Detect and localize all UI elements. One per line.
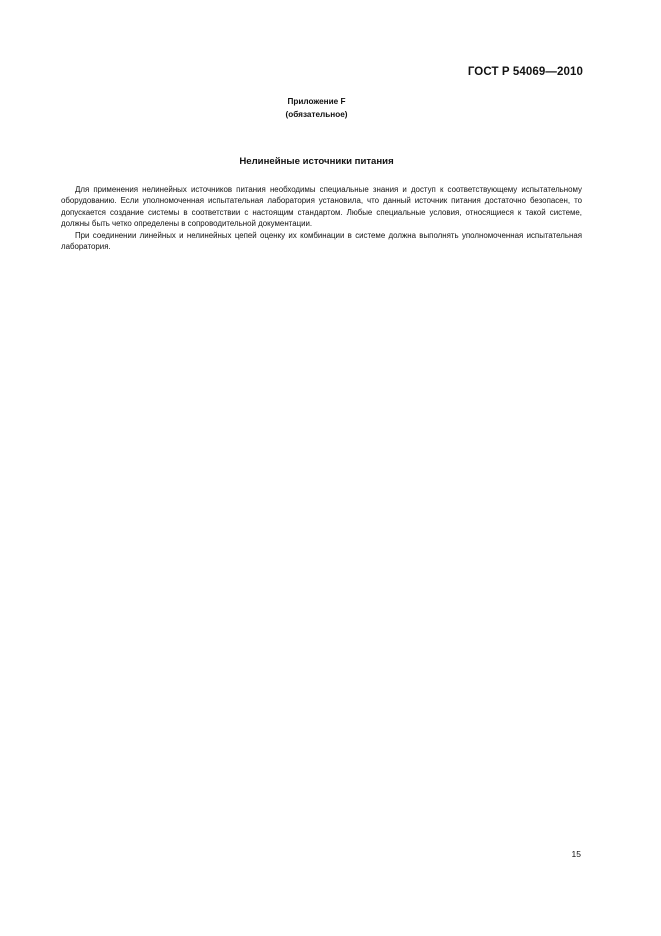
document-code: ГОСТ Р 54069—2010: [467, 66, 583, 78]
paragraph: Для применения нелинейных источников питания необходимы специальные знания и доступ к соответствующему испытательному оборудованию. Если уполномоченная испытательная лаборатория установила, что данный источник питания достаточно безопасен, то допускается создание системы в соответствии с настоящим стандартом. Любые специальные условия, относящиеся к такой системе, должны быть четко определены в сопроводительной документации.: [61, 185, 582, 229]
annex-status: (обязательное): [285, 110, 348, 119]
section-title: Нелинейные источники питания: [239, 156, 394, 167]
page-number: 15: [571, 849, 581, 859]
annex-heading: [0, 95, 633, 121]
paragraph: При соединении линейных и нелинейных цепей оценку их комбинации в системе должна выполнять уполномоченная испытательная лаборатория.: [61, 230, 582, 252]
annex-label: Приложение F: [287, 97, 346, 106]
body-text: [61, 184, 582, 252]
